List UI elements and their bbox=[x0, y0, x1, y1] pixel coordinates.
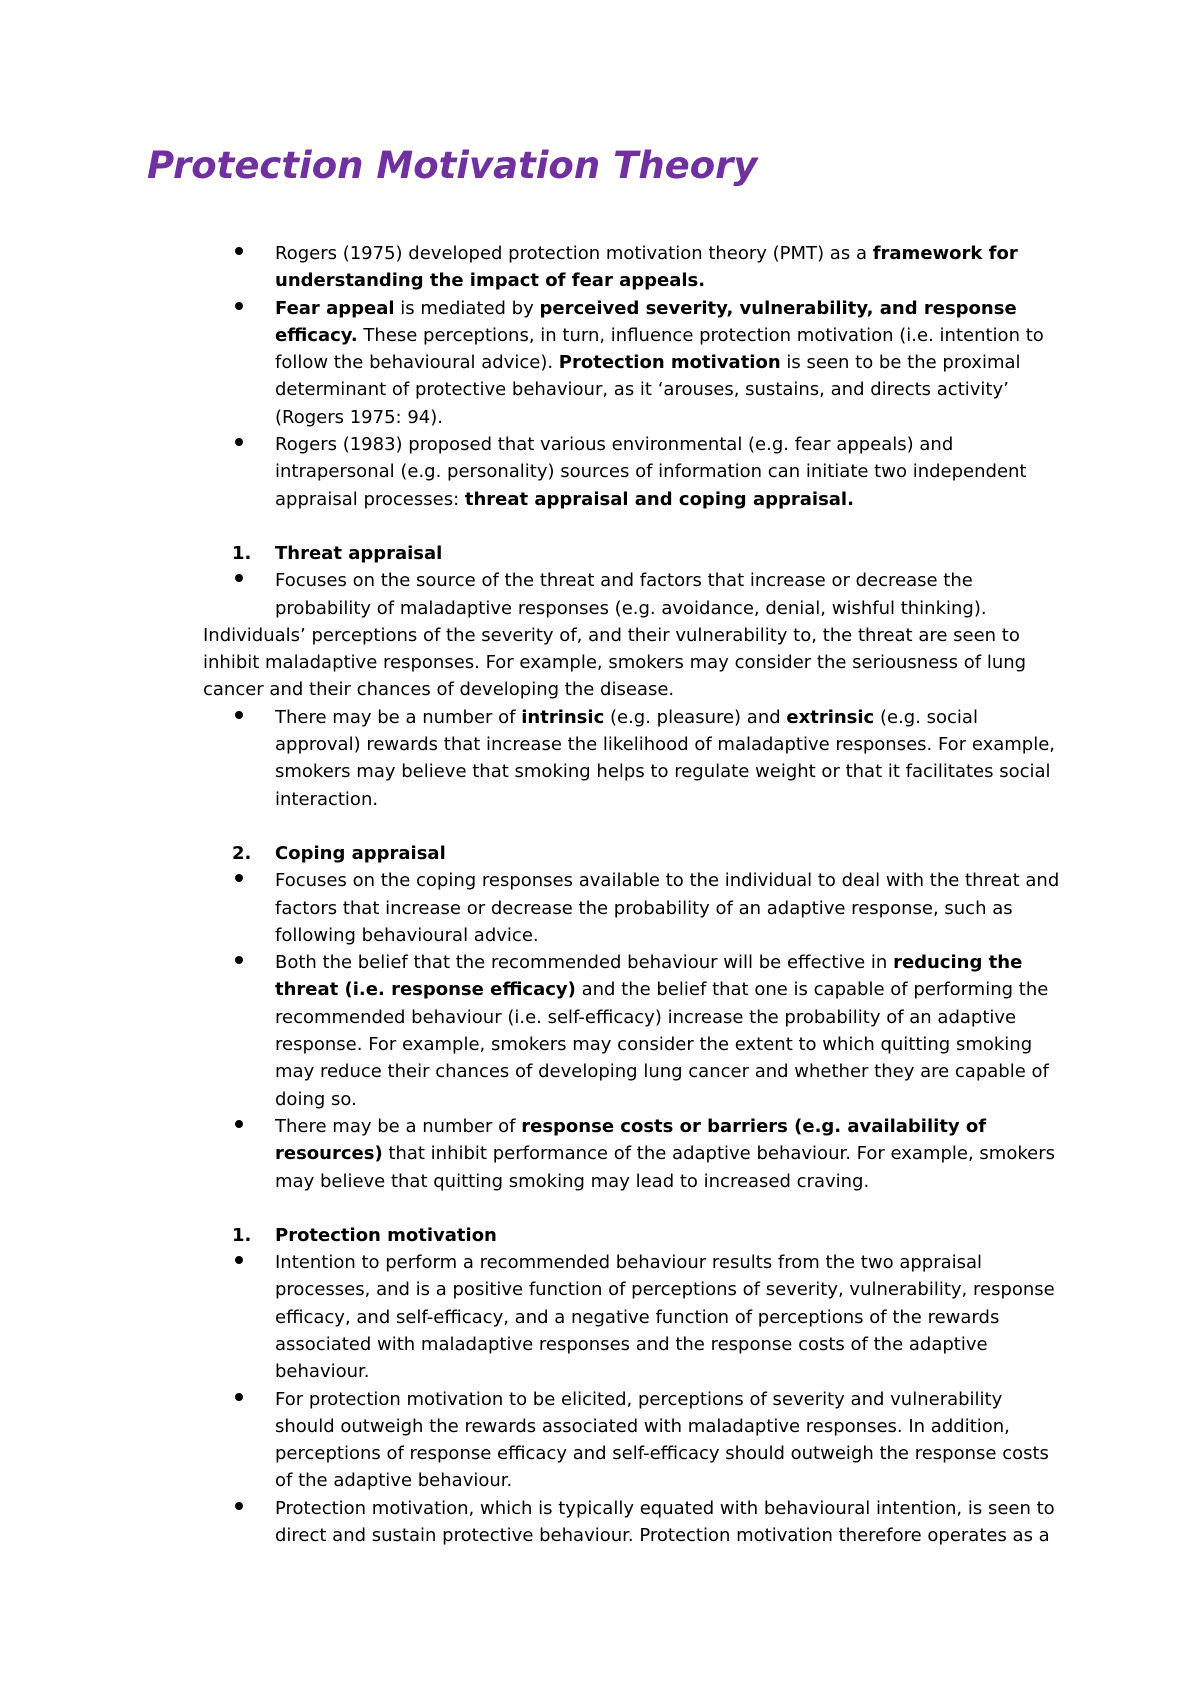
paragraph-spacer bbox=[0, 513, 1200, 540]
item-text bbox=[275, 843, 446, 864]
document-body bbox=[0, 240, 1200, 1549]
bullet-item bbox=[0, 1249, 1065, 1385]
text-run: and the belief that one is capable of performing the recommended behaviour (i.e. self-efficacy) increase the probability of an adaptive response. For example, smokers may consider the extent to which quitting smoking may reduce their chances of developing lung cancer and whether they are capable of doing so. bbox=[275, 979, 1049, 1110]
text-run: Rogers (1983) proposed that various environmental (e.g. fear appeals) and intrapersonal (e.g. personality) sources of information can initiate two independent appraisal processes: bbox=[275, 434, 1027, 510]
text-run: Protection motivation, which is typically equated with behavioural intention, is seen to direct and sustain protective behaviour. Protection motivation therefore operates as a bbox=[275, 1497, 1055, 1547]
text-run: is mediated by bbox=[394, 297, 540, 319]
item-text bbox=[275, 570, 987, 618]
text-run: Both the belief that the recommended behaviour will be effective in bbox=[275, 952, 894, 974]
bullet-icon bbox=[235, 247, 243, 255]
item-text bbox=[275, 1225, 497, 1246]
paragraph-spacer bbox=[0, 813, 1200, 840]
bold-text-run: Protection motivation bbox=[275, 1224, 497, 1246]
bullet-item bbox=[0, 1113, 1065, 1195]
text-run: Intention to perform a recommended behaviour results from the two appraisal processes, and is a positive function of perceptions of severity, vulnerability, response efficacy, and self-efficacy, and a negative function of perceptions of the rewards associated with maladaptive responses and the response costs of the adaptive behaviour. bbox=[275, 1252, 1055, 1383]
item-text bbox=[275, 1498, 1055, 1546]
section-heading bbox=[0, 540, 1065, 567]
text-run: For protection motivation to be elicited, perceptions of severity and vulnerability should outweigh the rewards associated with maladaptive responses. In addition, perceptions of response efficacy and self-efficacy should outweigh the response costs of the adaptive behaviour. bbox=[275, 1388, 1049, 1492]
text-run: Focuses on the source of the threat and factors that increase or decrease the probability of maladaptive responses (e.g. avoidance, denial, wishful thinking). bbox=[275, 570, 987, 619]
bullet-icon bbox=[235, 438, 243, 446]
item-text bbox=[275, 1252, 1055, 1382]
bullet-item bbox=[0, 1386, 1065, 1495]
text-run: (e.g. social approval) rewards that increase the likelihood of maladaptive responses. For example, smokers may believe that smoking helps to regulate weight or that it facilitates social interaction. bbox=[275, 706, 1056, 810]
bold-text-run: intrinsic bbox=[521, 706, 605, 728]
bullet-item bbox=[0, 431, 1065, 513]
bold-text-run: extrinsic bbox=[786, 706, 875, 728]
item-text bbox=[275, 952, 1049, 1109]
bullet-item bbox=[0, 567, 1065, 622]
body-paragraph bbox=[0, 622, 1063, 704]
bullet-icon bbox=[235, 302, 243, 310]
text-run: Focuses on the coping responses available to the individual to deal with the threat and factors that increase or decrease the probability of an adaptive response, such as following behavioural advice. bbox=[275, 870, 1060, 946]
bullet-item bbox=[0, 1495, 1065, 1550]
bullet-item bbox=[0, 867, 1065, 949]
document-title: Protection Motivation Theory bbox=[147, 144, 758, 187]
item-text bbox=[275, 1116, 1055, 1192]
item-text bbox=[275, 298, 1044, 428]
item-text bbox=[203, 625, 1026, 701]
text-run: Rogers (1975) developed protection motivation theory (PMT) as a bbox=[275, 243, 873, 264]
bold-text-run: framework for understanding the impact of fear appeals. bbox=[275, 243, 1018, 292]
text-run: There may be a number of bbox=[275, 706, 522, 728]
item-text bbox=[275, 434, 1026, 510]
bold-text-run: perceived severity, vulnerability, and response efficacy. bbox=[275, 297, 1017, 346]
text-run: These perceptions, in turn, influence protection motivation (i.e. intention to follow the behavioural advice). bbox=[275, 324, 1044, 374]
text-run: is seen to be the proximal determinant of protective behaviour, as it ‘arouses, sustains, and directs activity’ (Rogers 1975: 94). bbox=[275, 352, 1021, 428]
section-number: 1. bbox=[232, 542, 252, 564]
item-text bbox=[275, 543, 442, 564]
bullet-icon bbox=[235, 956, 243, 964]
bullet-item bbox=[0, 295, 1065, 431]
section-number: 1. bbox=[232, 1224, 252, 1246]
bold-text-run: threat appraisal and coping appraisal. bbox=[464, 488, 854, 510]
bold-text-run: reducing the threat (i.e. response efficacy) bbox=[275, 952, 1023, 1001]
item-text bbox=[275, 243, 1018, 291]
text-run: There may be a number of bbox=[275, 1115, 522, 1137]
bullet-item bbox=[0, 240, 1065, 295]
bold-text-run: Protection motivation bbox=[558, 352, 781, 374]
bold-text-run: response costs or barriers (e.g. availability of resources) bbox=[275, 1115, 987, 1165]
paragraph-spacer bbox=[0, 1195, 1200, 1222]
text-run: (e.g. pleasure) and bbox=[604, 706, 787, 728]
item-text bbox=[275, 1389, 1049, 1492]
bullet-icon bbox=[235, 1393, 243, 1401]
section-heading bbox=[0, 1222, 1065, 1249]
bold-text-run: Coping appraisal bbox=[275, 842, 446, 864]
bullet-icon bbox=[235, 1256, 243, 1264]
text-run: Individuals’ perceptions of the severity of, and their vulnerability to, the threat are seen to inhibit maladaptive responses. For example, smokers may consider the seriousness of lung cancer and their chances of developing the disease. bbox=[203, 624, 1027, 701]
bullet-item bbox=[0, 704, 1065, 813]
text-run: that inhibit performance of the adaptive behaviour. For example, smokers may believe that quitting smoking may lead to increased craving. bbox=[275, 1143, 1055, 1192]
item-text bbox=[275, 707, 1055, 810]
bold-text-run: Threat appraisal bbox=[275, 542, 443, 564]
bullet-icon bbox=[235, 874, 243, 882]
bullet-icon bbox=[235, 1120, 243, 1128]
bullet-icon bbox=[235, 1502, 243, 1510]
bullet-icon bbox=[235, 574, 243, 582]
section-heading bbox=[0, 840, 1065, 867]
bullet-item bbox=[0, 949, 1065, 1113]
bullet-icon bbox=[235, 711, 243, 719]
section-number: 2. bbox=[232, 842, 252, 864]
item-text bbox=[275, 870, 1059, 946]
bold-text-run: Fear appeal bbox=[275, 297, 395, 319]
